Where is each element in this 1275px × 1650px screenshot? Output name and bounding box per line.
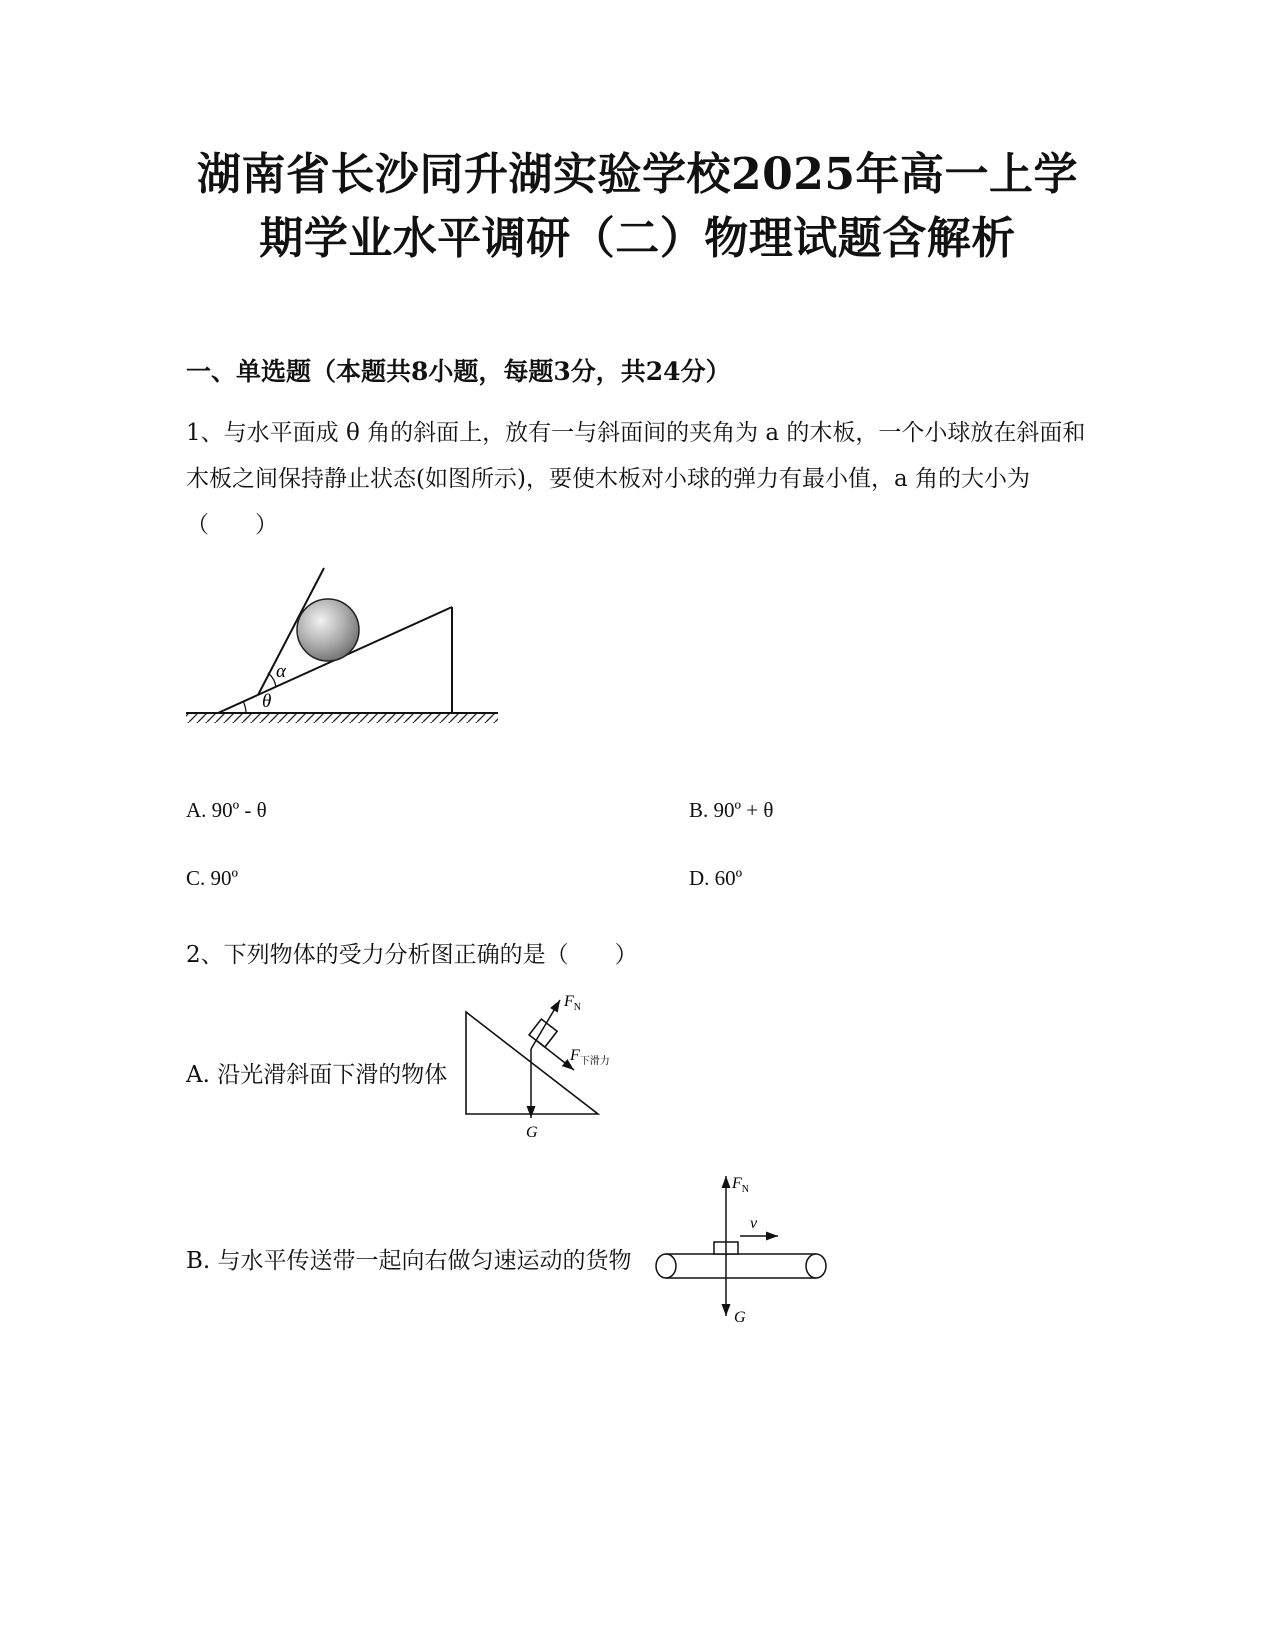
q2-option-b-figure [652,1170,842,1330]
fn-label: F [732,1175,742,1192]
g-label: G [734,1309,746,1326]
document-title [140,143,1135,271]
conveyor-belt [656,1254,826,1278]
question-1-figure [180,560,520,735]
theta-label: θ [262,691,272,712]
option-b: B. 90º + θ [689,798,774,822]
fn-subscript: N [573,1002,582,1013]
f-label: F [570,1047,580,1064]
q2-option-a-figure [456,992,636,1144]
title-line-1: 湖南省长沙同升湖实验学校2025年高一上学 [197,149,1078,200]
title-line-2: 期学业水平调研（二）物理试题含解析 [259,213,1016,264]
block [529,1019,557,1047]
fn-subscript: N [741,1184,750,1195]
section-heading: 一、单选题（本题共8小题，每题3分，共24分） [186,357,731,386]
option-a: A. 90º - θ [186,798,267,822]
g-label: G [526,1124,538,1141]
q2-option-b-label: B. 与水平传送带一起向右做匀速运动的货物 [186,1248,632,1274]
svg-text:F下滑力 [569,1047,610,1067]
question-1-text: 1、与水平面成 θ 角的斜面上，放有一与斜面间的夹角为 a 的木板，一个小球放在斜面和木板之间保持静止状态(如图所示)，要使木板对小球的弹力有最小值，a 角的大小为（ ） [186,420,1086,538]
ball [297,599,359,661]
option-c: C. 90º [186,866,239,890]
svg-text:FN [731,1175,749,1195]
question-2-text: 2、下列物体的受力分析图正确的是（ ） [186,942,638,968]
fn-label: F [564,993,574,1010]
svg-text:FN [563,993,581,1013]
option-d: D. 60º [689,866,743,890]
theta-arc [243,701,246,713]
alpha-label: α [276,661,286,682]
f-subscript: 下滑力 [579,1056,610,1067]
v-label: v [750,1215,758,1232]
ground [186,713,498,723]
f-arrow [537,1041,574,1070]
q2-option-a-label: A. 沿光滑斜面下滑的物体 [186,1062,448,1088]
